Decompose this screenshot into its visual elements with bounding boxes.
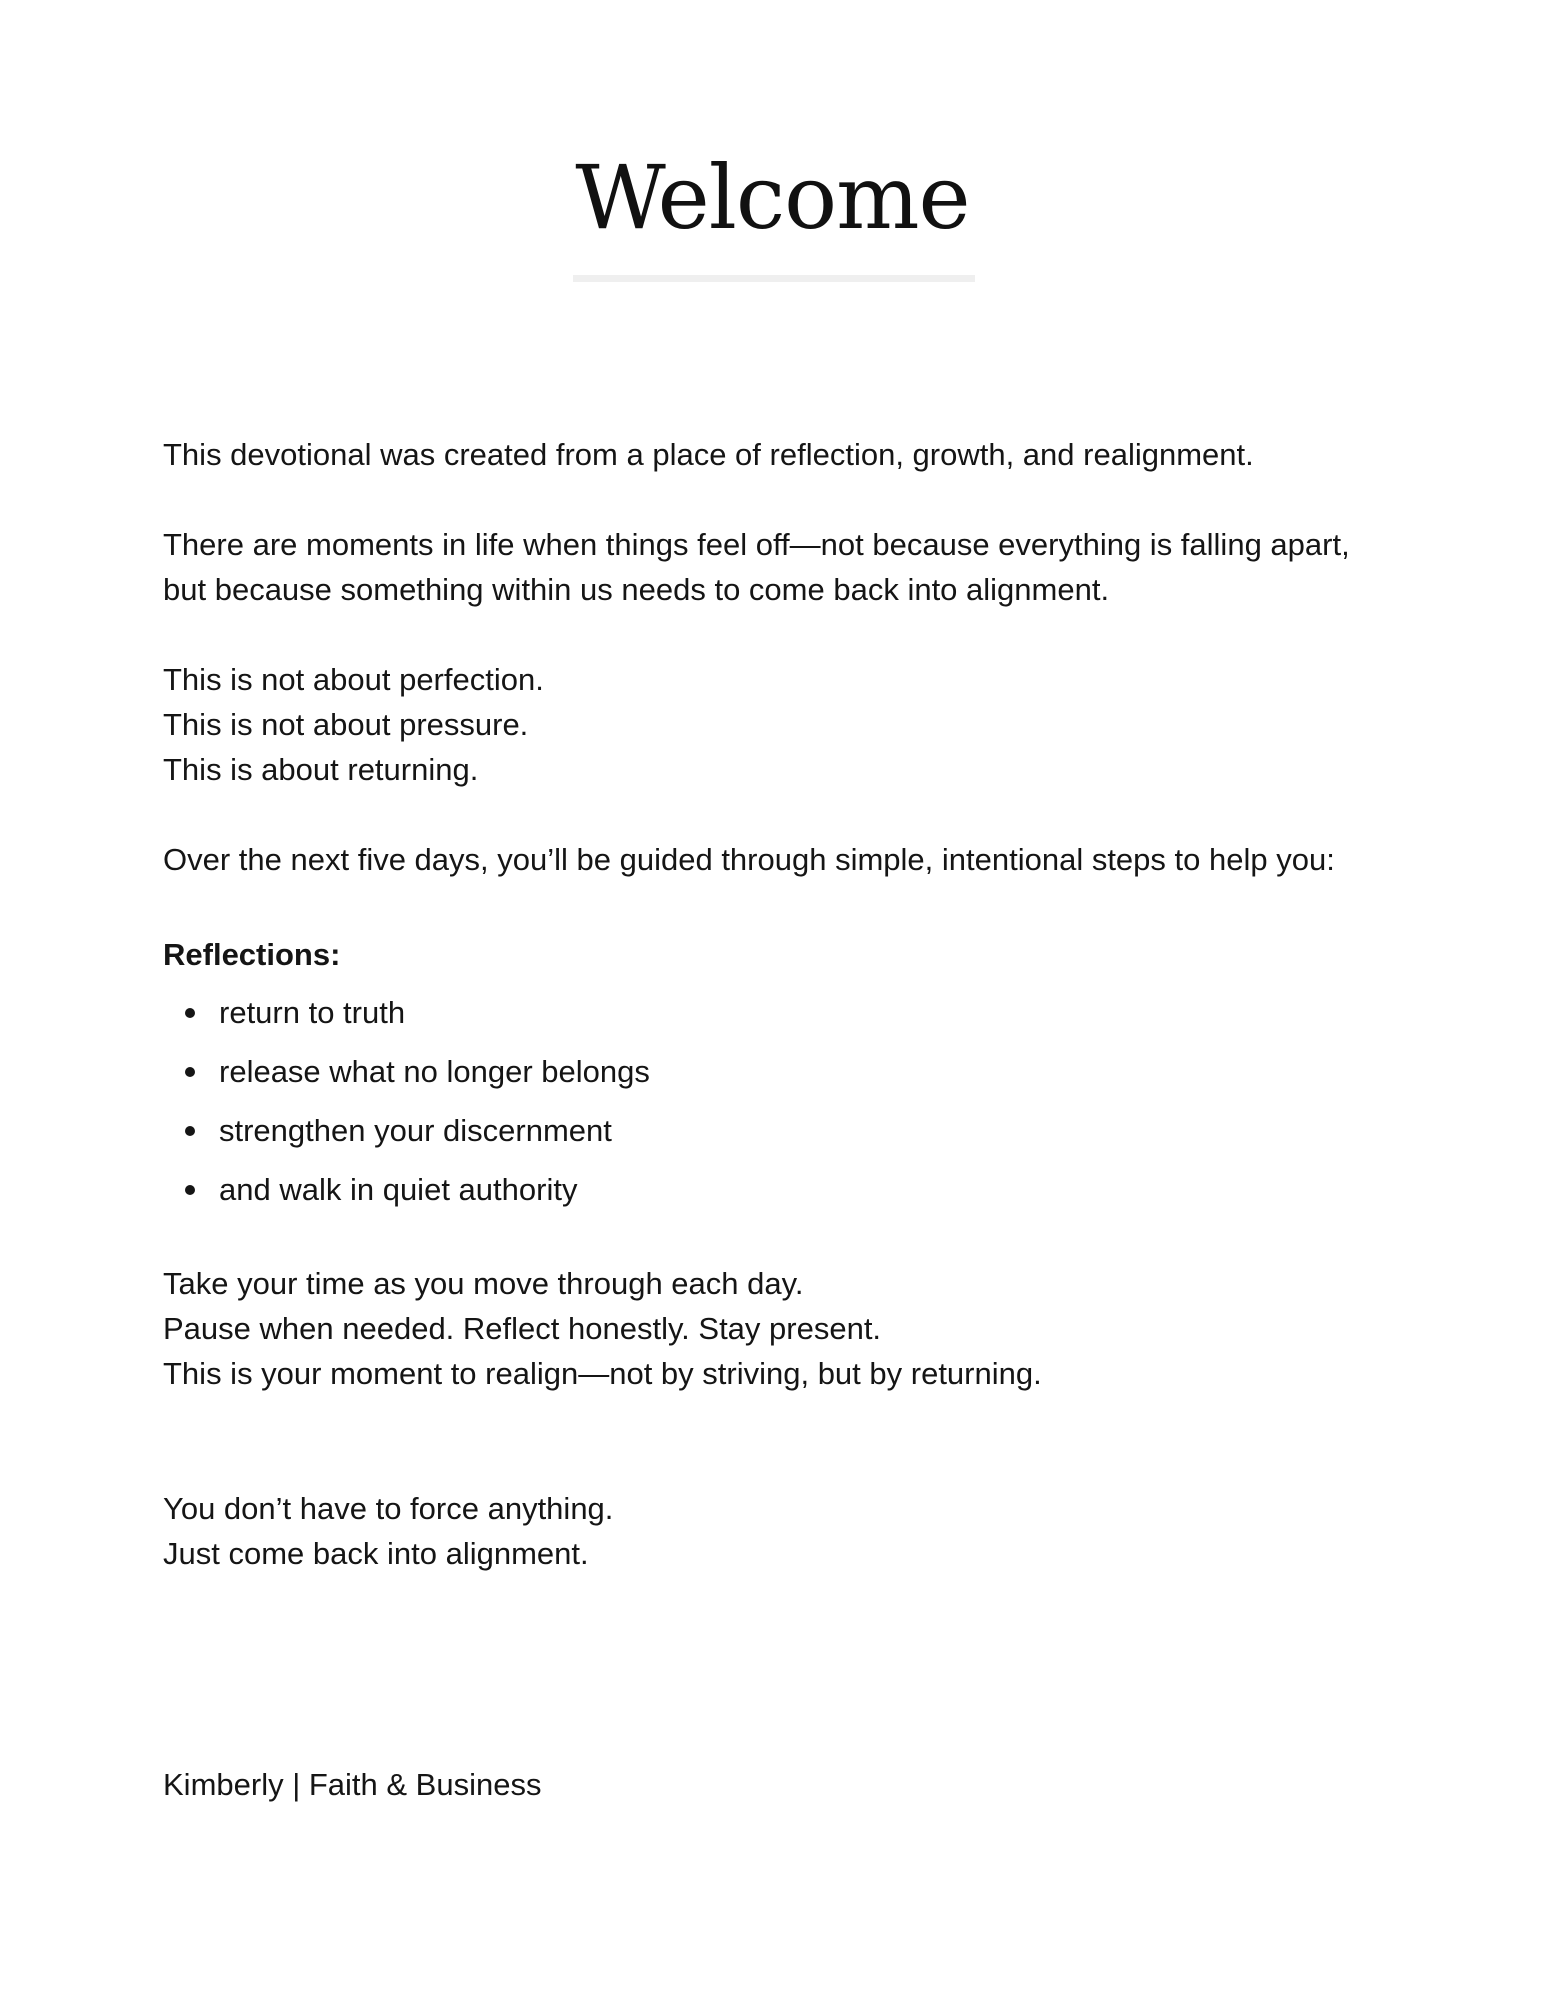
title-underline [573,275,975,282]
bullet-icon [185,1067,195,1077]
list-item-text: and walk in quiet authority [219,1172,578,1207]
five-days-paragraph: Over the next five days, you’ll be guided through simple, intentional steps to help you: [163,842,1335,877]
purpose-paragraph [163,657,1423,792]
page-title: Welcome [575,146,970,249]
list-item-text: strengthen your discernment [219,1113,612,1148]
list-item [163,990,1423,1035]
not-perfection-line: This is not about perfection. [163,662,544,697]
take-time-line: Take your time as you move through each day. [163,1266,804,1301]
realign-line: This is your moment to realign—not by striving, but by returning. [163,1356,1042,1391]
bullet-icon [185,1126,195,1136]
list-item-text: release what no longer belongs [219,1054,650,1089]
moments-line-2: but because something within us needs to come back into alignment. [163,572,1110,607]
reflections-list [163,990,1423,1212]
take-time-paragraph [163,1261,1423,1396]
title-block [0,146,1545,249]
bullet-icon [185,1008,195,1018]
bullet-icon [185,1185,195,1195]
intro-paragraph: This devotional was created from a place of reflection, growth, and realignment. [163,437,1254,472]
not-pressure-line: This is not about pressure. [163,707,529,742]
closing-paragraph [163,1486,1423,1576]
list-item [163,1167,1423,1212]
reflections-heading: Reflections: [163,937,341,972]
about-returning-line: This is about returning. [163,752,479,787]
list-item [163,1049,1423,1094]
body-content [163,432,1423,1576]
moments-paragraph [163,522,1423,612]
come-back-line: Just come back into alignment. [163,1536,589,1571]
pause-line: Pause when needed. Reflect honestly. Stay present. [163,1311,882,1346]
no-force-line: You don’t have to force anything. [163,1491,614,1526]
signature: Kimberly | Faith & Business [163,1767,542,1802]
list-item [163,1108,1423,1153]
moments-line-1: There are moments in life when things feel off—not because everything is falling apart, [163,527,1350,562]
list-item-text: return to truth [219,995,406,1030]
